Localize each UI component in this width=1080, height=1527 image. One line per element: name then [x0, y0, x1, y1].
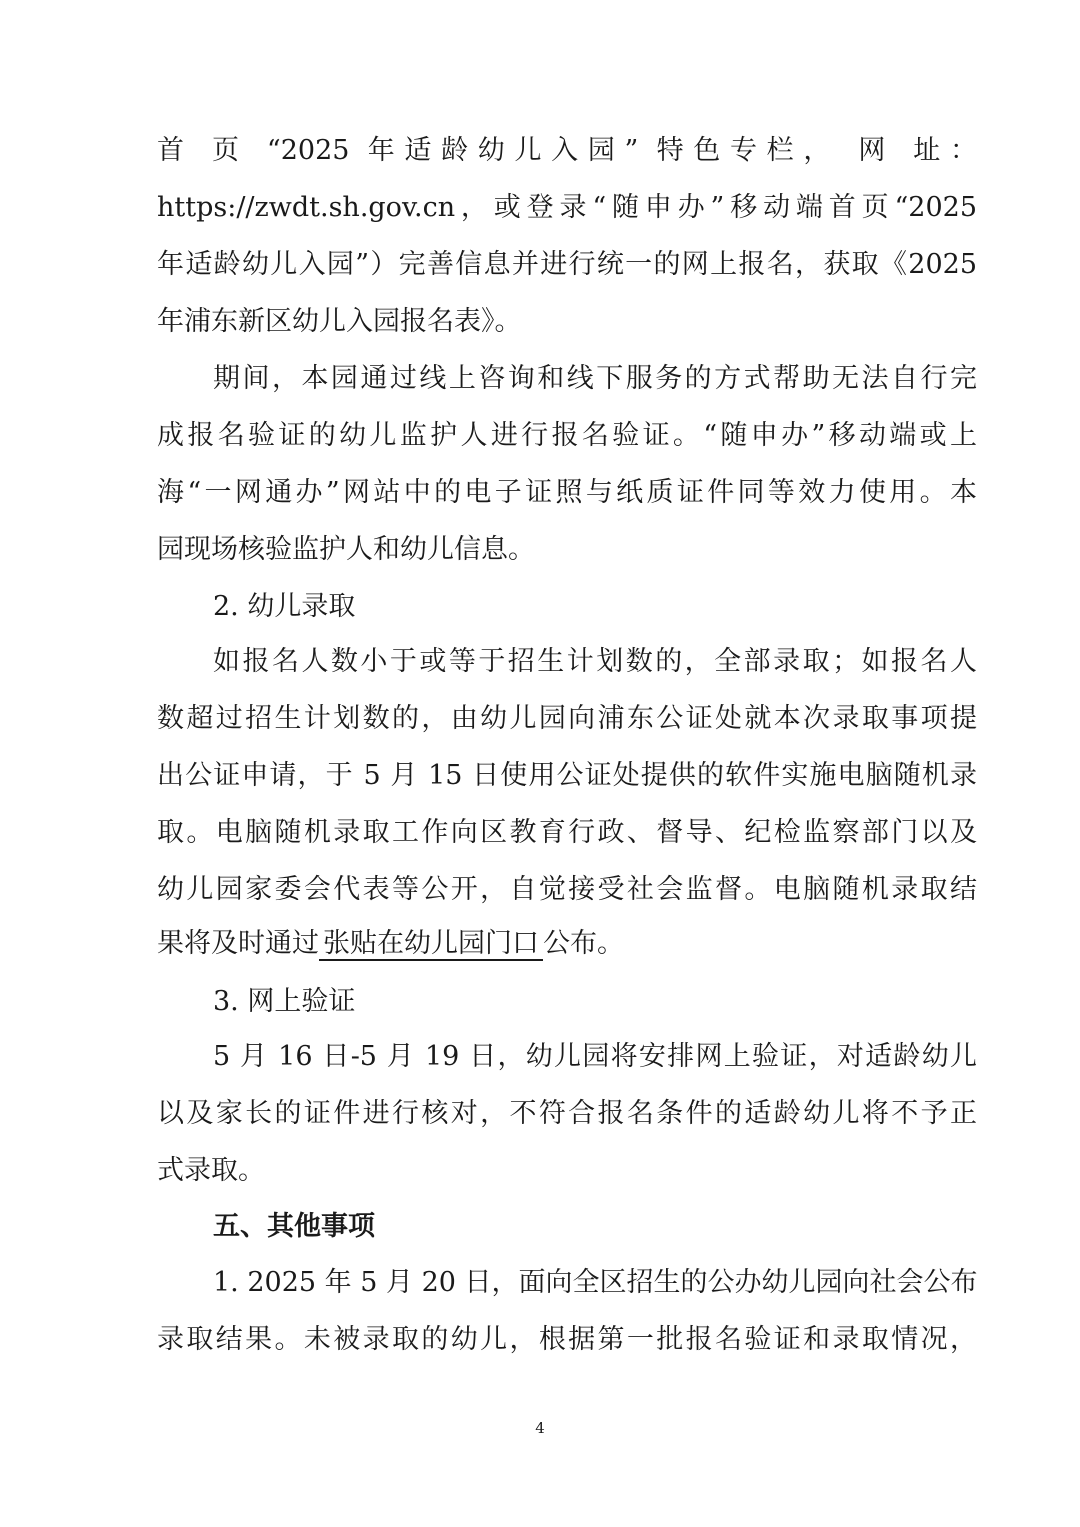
text-line: 数超过招生计划数的，由幼儿园向浦东公证处就本次录取事项提: [157, 703, 977, 734]
line-prefix: 果将及时通过: [157, 928, 319, 959]
section-heading: 2. 幼儿录取: [213, 591, 356, 622]
text-line: 式录取。: [157, 1155, 265, 1186]
text-line: 5 月 16 日-5 月 19 日，幼儿园将安排网上验证，对适龄幼儿: [213, 1041, 977, 1072]
text-line: 海“一网通办”网站中的电子证照与纸质证件同等效力使用。本: [157, 477, 977, 508]
text-line: 年浦东新区幼儿入园报名表》。: [157, 306, 522, 337]
section-heading-bold: 五、其他事项: [213, 1211, 375, 1242]
text-line: [157, 924, 977, 964]
text-line: 以及家长的证件进行核对，不符合报名条件的适龄幼儿将不予正: [157, 1098, 977, 1129]
text-line: 1. 2025 年 5 月 20 日，面向全区招生的公办幼儿园向社会公布: [213, 1267, 978, 1298]
text-line: 出公证申请，于 5 月 15 日使用公证处提供的软件实施电脑随机录: [157, 760, 977, 791]
text-line: 年适龄幼儿入园”）完善信息并进行统一的网上报名，获取《2025: [157, 249, 977, 280]
page-number: 4: [535, 1419, 545, 1437]
text-line: https://zwdt.sh.gov.cn，或登录“随申办”移动端首页“2025: [157, 192, 977, 223]
text-line: 取。电脑随机录取工作向区教育行政、督导、纪检监察部门以及: [157, 817, 977, 848]
text-line: 园现场核验监护人和幼儿信息。: [157, 534, 535, 565]
text-line: 期间，本园通过线上咨询和线下服务的方式帮助无法自行完: [213, 363, 977, 394]
text-line: 幼儿园家委会代表等公开，自觉接受社会监督。电脑随机录取结: [157, 874, 977, 905]
line-suffix: 公布。: [543, 928, 624, 959]
section-heading: 3. 网上验证: [213, 986, 356, 1017]
text-line: 首 页 “2025 年适龄幼儿入园” 特色专栏， 网 址：: [157, 135, 977, 166]
text-line: 如报名人数小于或等于招生计划数的，全部录取；如报名人: [213, 646, 977, 677]
text-line: 录取结果。未被录取的幼儿，根据第一批报名验证和录取情况，: [157, 1324, 977, 1355]
text-line: 成报名验证的幼儿监护人进行报名验证。“随申办”移动端或上: [157, 420, 977, 451]
underlined-fill-in: 张贴在幼儿园门口: [319, 929, 543, 961]
